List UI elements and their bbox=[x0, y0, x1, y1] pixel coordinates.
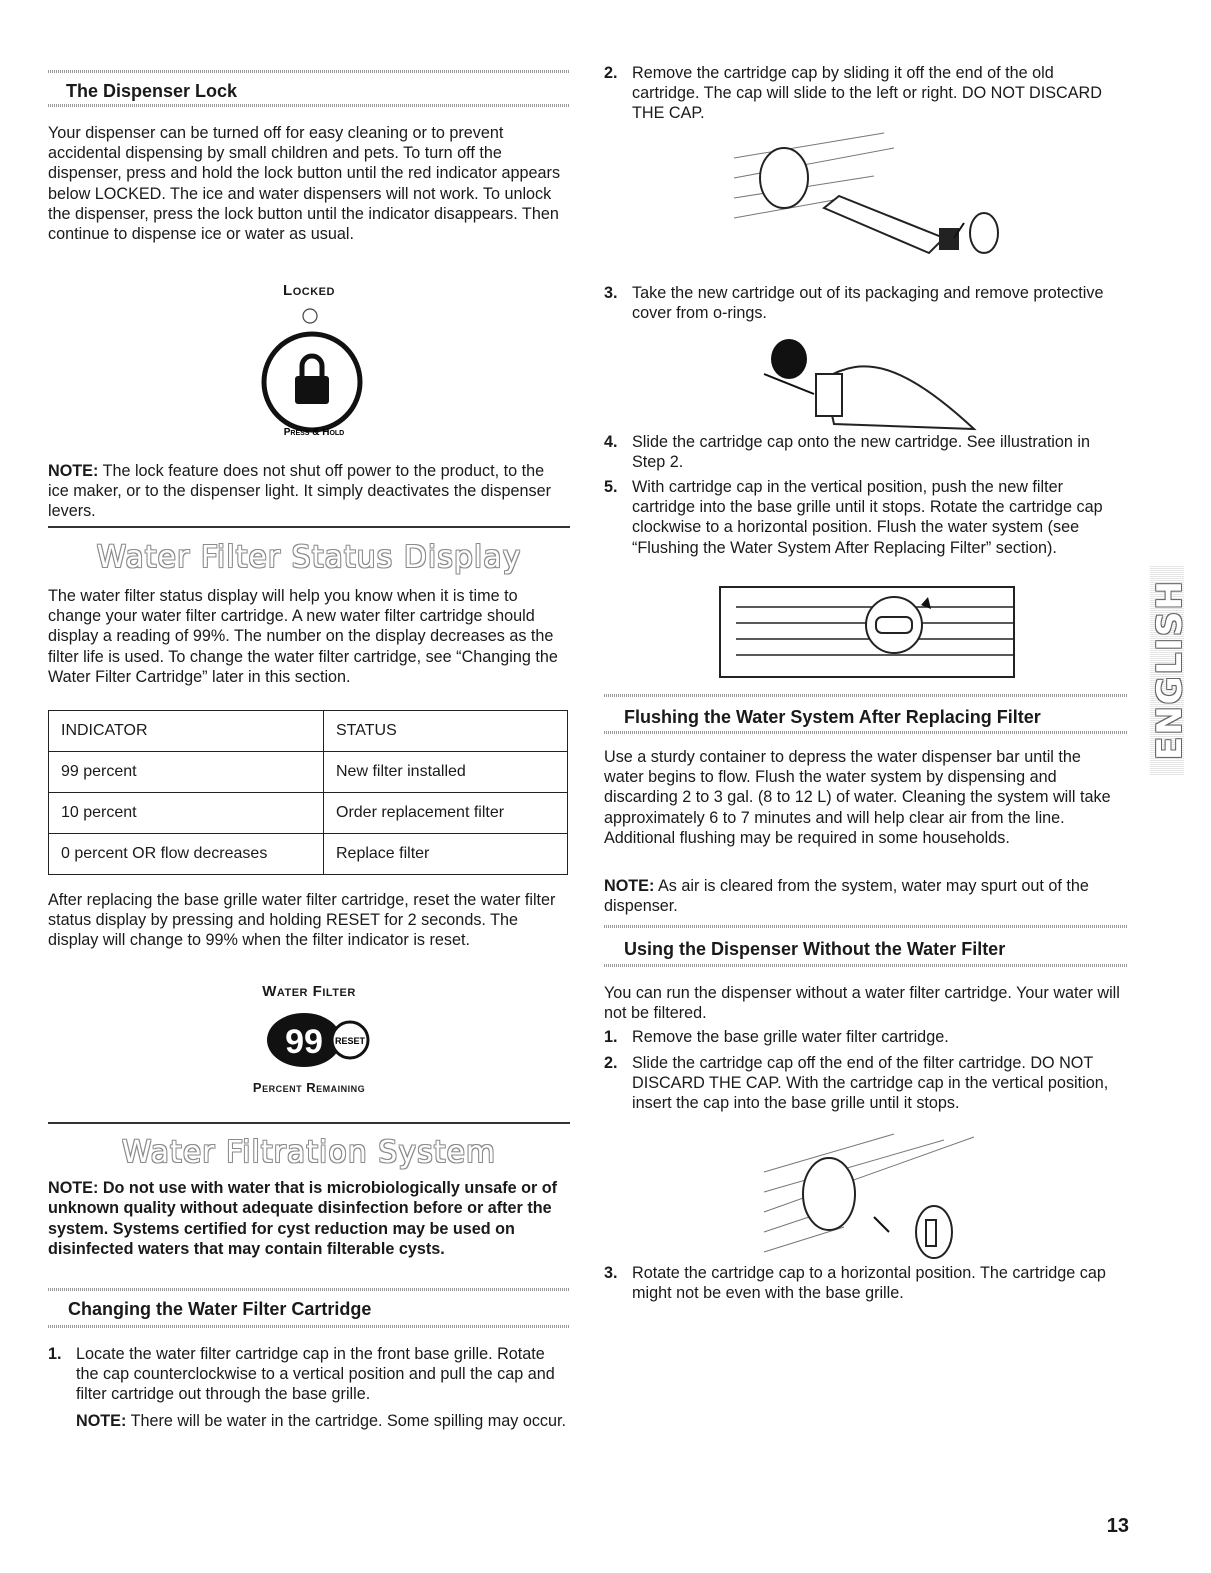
table-header-status: STATUS bbox=[324, 711, 568, 752]
step-item bbox=[604, 432, 1124, 472]
percent-remaining-label: Percent Remaining bbox=[252, 1080, 366, 1095]
table-row bbox=[49, 752, 568, 793]
water-filter-label: Water Filter bbox=[262, 983, 356, 1000]
section-divider bbox=[48, 1122, 570, 1124]
insert-cap-illustration bbox=[754, 1132, 994, 1262]
note-text: As air is cleared from the system, water may spurt out of the dispenser. bbox=[604, 877, 1089, 916]
note-label: NOTE: bbox=[48, 462, 99, 480]
table-header-row bbox=[49, 711, 568, 752]
display-value: 99 bbox=[285, 1023, 323, 1061]
section-divider bbox=[48, 526, 570, 528]
table-cell: 10 percent bbox=[49, 793, 324, 834]
filtration-warning: NOTE: Do not use with water that is microbiologically unsafe or of unknown quality without adequate disinfection before or after the system. Systems certified for cyst reduction may be used on disinfected waters that may contain filterable cysts. bbox=[48, 1179, 558, 1259]
dotted-rule bbox=[604, 964, 1128, 967]
step-text: Slide the cartridge cap off the end of the filter cartridge. DO NOT DISCARD THE CAP. With the cartridge cap in the vertical position, insert the cap into the base grille until it stops. bbox=[632, 1054, 1109, 1113]
filter-status-body: The water filter status display will help you know when it is time to change your water filter cartridge. A new water filter cartridge should display a reading of 99%. The number on the display decreases as the filter life is used. To change the water filter cartridge, see “Changing the Water Filter Cartridge” later in this section. bbox=[48, 587, 558, 686]
step-text: Take the new cartridge out of its packaging and remove protective cover from o-rings. bbox=[632, 284, 1104, 323]
step-number: 1. bbox=[48, 1345, 62, 1363]
table-cell: Replace filter bbox=[324, 834, 568, 875]
padlock-icon bbox=[295, 356, 329, 404]
dotted-rule bbox=[604, 694, 1128, 697]
dotted-rule bbox=[48, 104, 570, 107]
note-label: NOTE: bbox=[604, 877, 655, 895]
step-number: 2. bbox=[604, 1054, 618, 1072]
table-row bbox=[49, 834, 568, 875]
table-cell: 99 percent bbox=[49, 752, 324, 793]
filter-status-display-illustration bbox=[248, 1010, 388, 1070]
step-item bbox=[604, 1053, 1124, 1114]
remove-cartridge-cap-illustration bbox=[714, 128, 1014, 268]
table-cell: Order replacement filter bbox=[324, 793, 568, 834]
reset-label: RESET bbox=[334, 1036, 366, 1046]
step-item bbox=[604, 1263, 1124, 1303]
filter-status-table bbox=[48, 710, 568, 875]
step-number: 1. bbox=[604, 1028, 618, 1046]
section-heading-flushing: Flushing the Water System After Replacing Filter bbox=[624, 707, 1041, 727]
step-item bbox=[604, 1027, 1124, 1047]
press-hold-label: Press & Hold bbox=[283, 427, 345, 438]
dispenser-lock-note bbox=[48, 461, 566, 522]
without-filter-body: You can run the dispenser without a water filter cartridge. Your water will not be filtered. bbox=[604, 984, 1120, 1023]
step-item bbox=[604, 477, 1124, 558]
step-text: Slide the cartridge cap onto the new cartridge. See illustration in Step 2. bbox=[632, 433, 1091, 472]
note-text: The lock feature does not shut off power to the product, to the ice maker, or to the dispenser light. It simply deactivates the dispenser levers. bbox=[48, 462, 551, 521]
section-heading-filtration: Water Filtration System bbox=[121, 1135, 497, 1170]
step-number: 5. bbox=[604, 478, 618, 496]
dispenser-lock-body: Your dispenser can be turned off for easy cleaning or to prevent accidental dispensing by small children and pets. To turn off the dispenser, press and hold the lock button until the red indicator appears below LOCKED. The ice and water dispensers will not work. To unlock the dispenser, press the lock button until the indicator disappears. Then continue to dispense ice or water as usual. bbox=[48, 124, 561, 244]
section-heading-filter-status: Water Filter Status Display bbox=[96, 540, 522, 575]
lock-button-illustration bbox=[248, 300, 378, 440]
dotted-rule bbox=[48, 70, 570, 73]
new-cartridge-illustration bbox=[754, 334, 994, 434]
table-header-indicator: INDICATOR bbox=[49, 711, 324, 752]
step-text: Remove the base grille water filter cartridge. bbox=[632, 1028, 949, 1046]
section-heading-without-filter: Using the Dispenser Without the Water Filter bbox=[624, 939, 1006, 959]
dotted-rule bbox=[604, 925, 1128, 928]
step-number: 3. bbox=[604, 1264, 618, 1282]
note-text: There will be water in the cartridge. Some spilling may occur. bbox=[126, 1411, 567, 1430]
flushing-note bbox=[604, 876, 1124, 916]
step-number: 4. bbox=[604, 433, 618, 451]
base-grille-illustration bbox=[716, 585, 1016, 680]
table-cell: New filter installed bbox=[324, 752, 568, 793]
step-item bbox=[604, 63, 1124, 124]
flushing-body: Use a sturdy container to depress the water dispenser bar until the water begins to flow. Flush the water system by dispensing and discarding 2 to 3 gal. (8 to 12 L) of water. Cleaning the system will take approximately 6 to 7 minutes and will help clear air from the line. Additional flushing may be required in some households. bbox=[604, 748, 1111, 847]
step-item bbox=[604, 283, 1124, 323]
step-number: 3. bbox=[604, 284, 618, 302]
language-tab-label: ENGLISH bbox=[1150, 579, 1190, 761]
section-heading-dispenser-lock: The Dispenser Lock bbox=[66, 81, 238, 101]
filter-reset-instructions: After replacing the base grille water filter cartridge, reset the water filter status display by pressing and holding RESET for 2 seconds. The display will change to 99% when the filter indicator is reset. bbox=[48, 891, 556, 950]
locked-label: Locked bbox=[283, 282, 335, 299]
step-number: 2. bbox=[604, 64, 618, 82]
step-text: Locate the water filter cartridge cap in the front base grille. Rotate the cap counterclockwise to a vertical position and pull the cap and filter cartridge out through the base grille. bbox=[76, 1345, 555, 1404]
dotted-rule bbox=[604, 731, 1128, 734]
page-number: 13 bbox=[1106, 1515, 1129, 1537]
dotted-rule bbox=[48, 1325, 570, 1328]
section-heading-changing-cartridge: Changing the Water Filter Cartridge bbox=[68, 1299, 372, 1319]
step-item bbox=[48, 1344, 566, 1431]
step-text: Rotate the cartridge cap to a horizontal position. The cartridge cap might not be even with the base grille. bbox=[632, 1264, 1106, 1303]
step-text: With cartridge cap in the vertical position, push the new filter cartridge into the base grille until it stops. Rotate the cartridge cap clockwise to a horizontal position. Flush the water system (see “Flushing the Water System After Replacing Filter” section). bbox=[632, 478, 1103, 557]
step-text: Remove the cartridge cap by sliding it off the end of the old cartridge. The cap will slide to the left or right. DO NOT DISCARD THE CAP. bbox=[632, 64, 1102, 123]
table-row bbox=[49, 793, 568, 834]
dotted-rule bbox=[48, 1288, 570, 1291]
note-label: NOTE: bbox=[76, 1411, 127, 1430]
locked-indicator-light bbox=[303, 309, 317, 323]
table-cell: 0 percent OR flow decreases bbox=[49, 834, 324, 875]
step-note bbox=[76, 1411, 566, 1431]
